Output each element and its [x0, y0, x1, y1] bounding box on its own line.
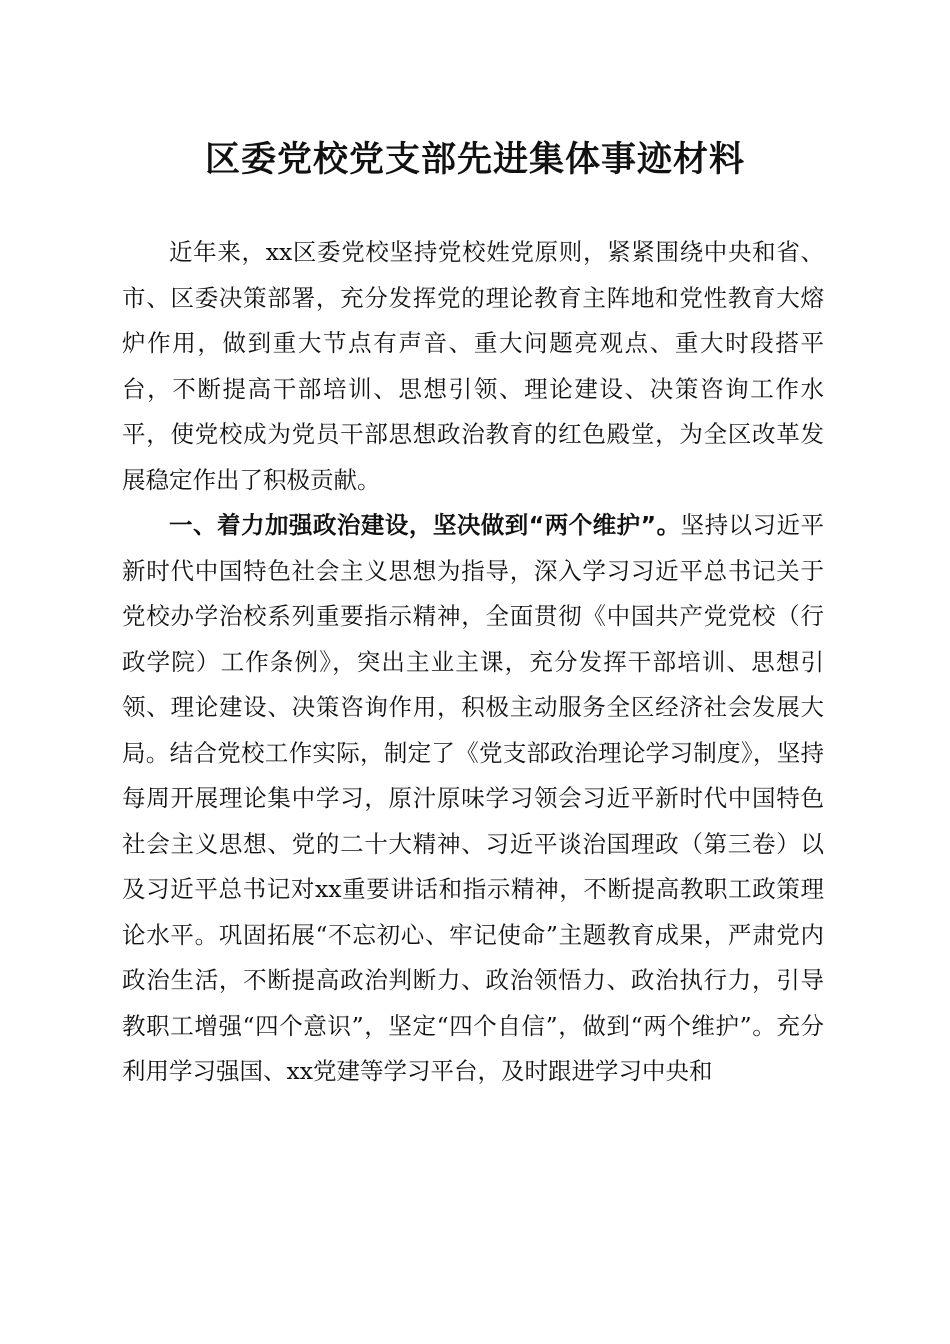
document-title: 区委党校党支部先进集体事迹材料: [204, 139, 745, 180]
intro-paragraph: [122, 230, 824, 503]
section-one-text: 坚持以习近平新时代中国特色社会主义思想为指导，深入学习习近平总书记关于党校办学治校系列重要指示精神，全面贯彻《中国共产党党校（行政学院）工作条例》，突出主业主课，充分发挥干部培训、思想引领、理论建设、决策咨询作用，积极主动服务全区经济社会发展大局。结合党校工作实际，制定了《党支部政治理论学习制度》，坚持每周开展理论集中学习，原汁原味学习领会习近平新时代中国特色社会主义思想、党的二十大精神、习近平谈治国理政（第三卷）以及习近平总书记对xx重要讲话和指示精神，不断提高教职工政策理论水平。巩固拓展“不忘初心、牢记使命”主题教育成果，严肃党内政治生活，不断提高政治判断力、政治领悟力、政治执行力，引导教职工增强“四个意识”，坚定“四个自信”，做到“两个维护”。充分利用学习强国、xx党建等学习平台，及时跟进学习中央和: [122, 511, 825, 1085]
document-body: [122, 230, 824, 1095]
section-one-heading: 一、着力加强政治建设，坚决做到“两个维护”。: [169, 511, 681, 539]
intro-paragraph-text: 近年来，xx区委党校坚持党校姓党原则，紧紧围绕中央和省、市、区委决策部署，充分发挥党的理论教育主阵地和党性教育大熔炉作用，做到重大节点有声音、重大问题亮观点、重大时段搭平台，不断提高干部培训、思想引领、理论建设、决策咨询工作水平，使党校成为党员干部思想政治教育的红色殿堂，为全区改革发展稳定作出了积极贡献。: [122, 238, 824, 494]
section-one-paragraph: [122, 503, 824, 1095]
